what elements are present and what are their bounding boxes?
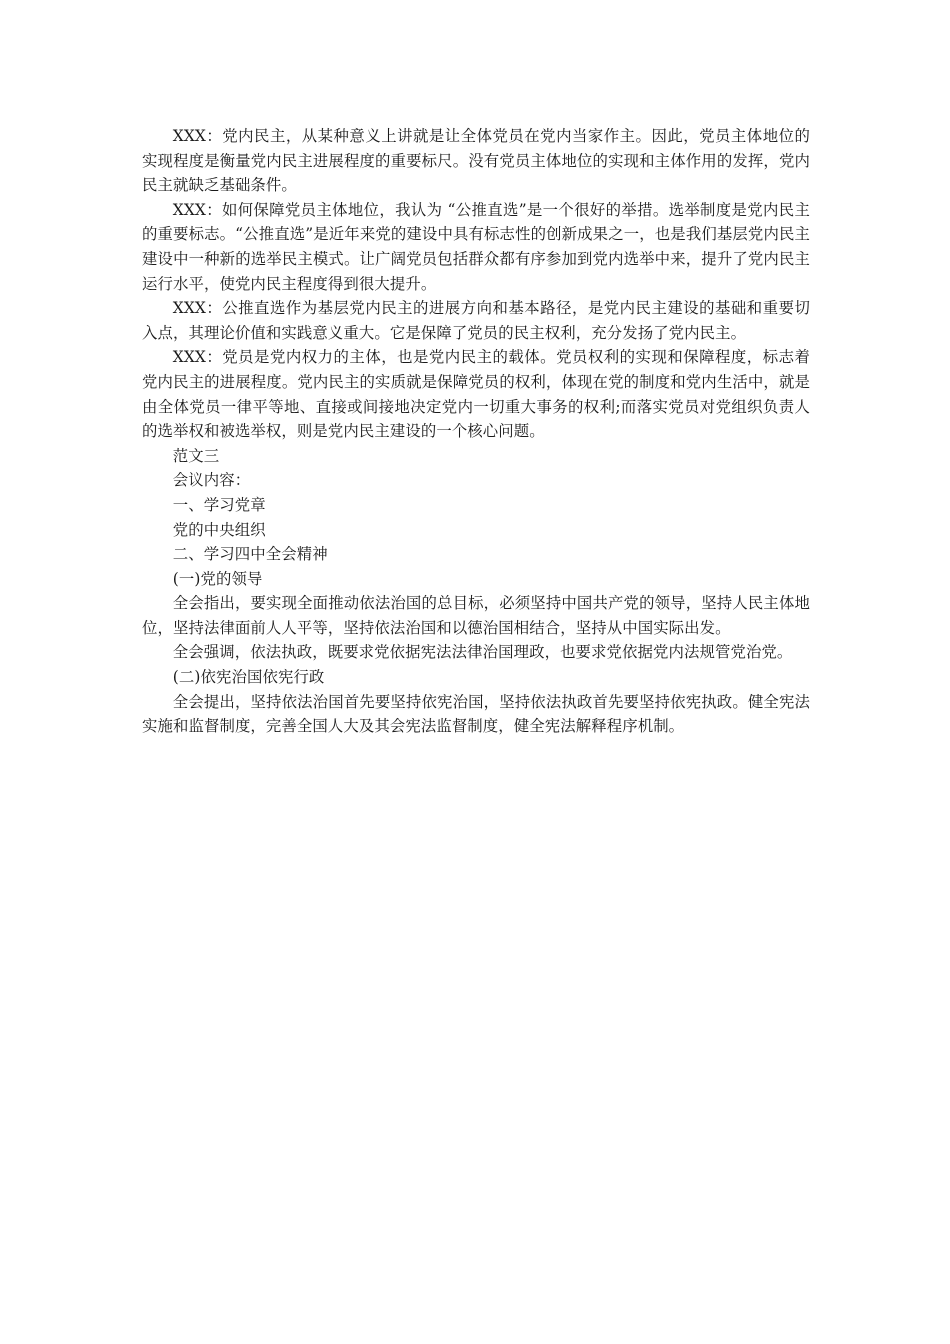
paragraph-xxx-3: XXX：公推直选作为基层党内民主的进展方向和基本路径，是党内民主建设的基础和重要切入点，其理论价值和实践意义重大。它是保障了党员的民主权利，充分发扬了党内民主。 xyxy=(142,299,810,342)
paragraph-plenum-proposed: 全会提出，坚持依法治国首先要坚持依宪治国，坚持依法执政首先要坚持依宪执政。健全宪法实施和监督制度，完善全国人大及其会宪法监督制度，健全宪法解释程序机制。 xyxy=(142,692,810,736)
paragraph-xxx-4: XXX：党员是党内权力的主体，也是党内民主的载体。党员权利的实现和保障程度，标志着党内民主的进展程度。党内民主的实质就是保障党员的权利，体现在党的制度和党内生活中，就是由全体党员一律平等地、直接或间接地决定党内一切重大事务的权利;而落实党员对党组织负责人的选举权和被选举权，则是党内民主建设的一个核心问题。 xyxy=(142,348,810,441)
document-body xyxy=(142,124,810,739)
line-central-organization: 党的中央组织 xyxy=(172,520,266,539)
paragraph-xxx-1: XXX：党内民主，从某种意义上讲就是让全体党员在党内当家作主。因此，党员主体地位的实现程度是衡量党内民主进展程度的重要标尺。没有党员主体地位的实现和主体作用的发挥，党内民主就缺乏基础条件。 xyxy=(142,127,810,195)
subheading-party-leadership: (一)党的领导 xyxy=(172,569,263,588)
heading-study-constitution: 一、学习党章 xyxy=(172,495,266,514)
subheading-constitution-governance: (二)依宪治国依宪行政 xyxy=(172,668,325,687)
meeting-content-label: 会议内容： xyxy=(172,471,251,490)
paragraph-xxx-2: XXX：如何保障党员主体地位，我认为 “公推直选”是一个很好的举措。选举制度是党内民主的重要标志。“公推直选”是近年来党的建设中具有标志性的创新成果之一，也是我们基层党内民主建设中一种新的选举民主模式。让广阔党员包括群众都有序参加到党内选举中来，提升了党内民主运行水平，使党内民主程度得到很大提升。 xyxy=(142,200,810,293)
paragraph-plenum-emphasized: 全会强调，依法执政，既要求党依据宪法法律治国理政，也要求党依据党内法规管党治党。 xyxy=(172,643,793,662)
section-title: 范文三 xyxy=(172,446,220,465)
heading-fourth-plenum: 二、学习四中全会精神 xyxy=(172,545,328,564)
paragraph-plenum-pointed-out: 全会指出，要实现全面推动依法治国的总目标，必须坚持中国共产党的领导，坚持人民主体地位，坚持法律面前人人平等，坚持依法治国和以德治国相结合，坚持从中国实际出发。 xyxy=(142,594,810,637)
